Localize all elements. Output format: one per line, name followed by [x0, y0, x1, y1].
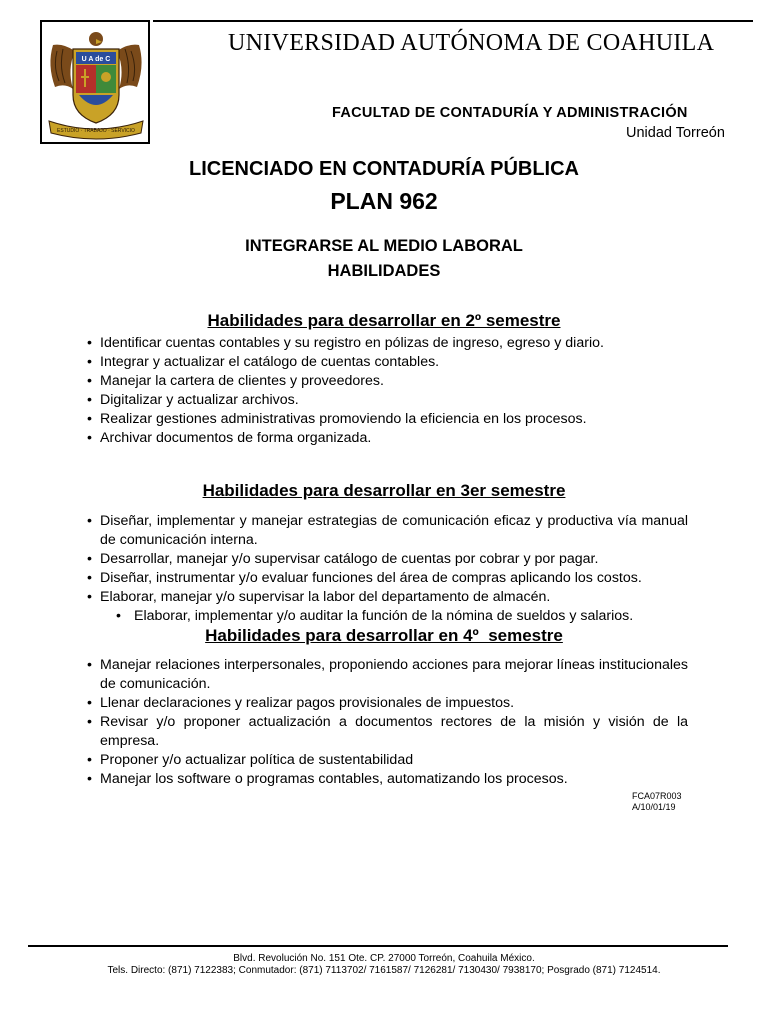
list-item	[84, 353, 688, 372]
list-item	[84, 694, 688, 713]
list-item-text: Diseñar, implementar y manejar estrategias de comunicación eficaz y productiva vía manual de comunicación interna.	[100, 513, 688, 548]
list-item-text: Archivar documentos de forma organizada.	[100, 430, 372, 446]
degree-title: LICENCIADO EN CONTADURÍA PÚBLICA	[189, 158, 579, 180]
bullet-icon: •	[116, 608, 121, 624]
document-code	[632, 791, 682, 813]
list-item	[84, 569, 688, 588]
header-divider	[153, 20, 753, 22]
list-item	[84, 607, 688, 626]
footer-address: Blvd. Revolución No. 151 Ote. CP. 27000 Torreón, Coahuila México.	[233, 953, 535, 964]
bullet-icon: •	[87, 771, 92, 787]
section-title-3rd-semester: Habilidades para desarrollar en 3er semestre	[202, 481, 566, 500]
skills-list-3rd-semester	[84, 512, 688, 626]
university-seal	[40, 20, 150, 144]
list-item	[84, 588, 688, 607]
section-title-2nd-semester: Habilidades para desarrollar en 2º semestre	[207, 311, 561, 330]
list-item-text: Manejar relaciones interpersonales, proponiendo acciones para mejorar líneas institucionales de comunicación.	[100, 657, 688, 692]
list-item-text: Desarrollar, manejar y/o supervisar catálogo de cuentas por cobrar y por pagar.	[100, 551, 599, 567]
list-item-text: Proponer y/o actualizar política de sustentabilidad	[100, 752, 414, 768]
seal-title-text: U A de C	[81, 56, 111, 63]
list-item	[84, 512, 688, 550]
section-title-4th-semester: Habilidades para desarrollar en 4º semestre	[205, 626, 563, 645]
list-item	[84, 372, 688, 391]
bullet-icon: •	[87, 752, 92, 768]
bullet-icon: •	[87, 513, 92, 529]
list-item-text: Identificar cuentas contables y su registro en pólizas de ingreso, egreso y diario.	[100, 335, 604, 351]
list-item	[84, 751, 688, 770]
university-name: UNIVERSIDAD AUTÓNOMA DE COAHUILA	[228, 30, 715, 56]
list-item-text: Digitalizar y actualizar archivos.	[100, 392, 299, 408]
list-item	[84, 334, 688, 353]
list-item-text: Manejar los software o programas contables, automatizando los procesos.	[100, 771, 568, 787]
list-item	[84, 656, 688, 694]
list-item-text: Revisar y/o proponer actualización a documentos rectores de la misión y visión de la empresa.	[100, 714, 688, 749]
bullet-icon: •	[87, 570, 92, 586]
skills-heading: HABILIDADES	[327, 262, 441, 280]
bullet-icon: •	[87, 411, 92, 427]
list-item-text: Realizar gestiones administrativas promoviendo la eficiencia en los procesos.	[100, 411, 587, 427]
document-code-revision: A/10/01/19	[632, 802, 676, 812]
footer-divider	[28, 945, 728, 947]
bullet-icon: •	[87, 589, 92, 605]
campus-name: Unidad Torreón	[626, 125, 725, 141]
bullet-icon: •	[87, 551, 92, 567]
list-item	[84, 429, 688, 448]
list-item-text: Elaborar, implementar y/o auditar la función de la nómina de sueldos y salarios.	[134, 608, 634, 624]
bullet-icon: •	[87, 354, 92, 370]
seal-motto-text: ESTUDIO · TRABAJO · SERVICIO	[57, 128, 135, 134]
list-item	[84, 770, 688, 789]
bullet-icon: •	[87, 430, 92, 446]
list-item	[84, 391, 688, 410]
faculty-name: FACULTAD DE CONTADURÍA Y ADMINISTRACIÓN	[332, 105, 688, 121]
bullet-icon: •	[87, 335, 92, 351]
list-item-text: Manejar la cartera de clientes y proveedores.	[100, 373, 384, 389]
bullet-icon: •	[87, 392, 92, 408]
list-item	[84, 410, 688, 429]
eagle-seal-icon	[45, 25, 147, 141]
bullet-icon: •	[87, 695, 92, 711]
list-item-text: Llenar declaraciones y realizar pagos provisionales de impuestos.	[100, 695, 515, 711]
subject-title: INTEGRARSE AL MEDIO LABORAL	[245, 237, 523, 255]
list-item-text: Elaborar, manejar y/o supervisar la labor del departamento de almacén.	[100, 589, 551, 605]
list-item	[84, 550, 688, 569]
list-item-text: Diseñar, instrumentar y/o evaluar funciones del área de compras aplicando los costos.	[100, 570, 642, 586]
skills-list-4th-semester	[84, 656, 688, 789]
skills-list-2nd-semester	[84, 334, 688, 448]
bullet-icon: •	[87, 657, 92, 673]
bullet-icon: •	[87, 373, 92, 389]
document-code-id: FCA07R003	[632, 791, 682, 801]
footer-phones: Tels. Directo: (871) 7122383; Conmutador: (871) 7113702/ 7161587/ 7126281/ 7130430/ 7938170; Posgrado (871) 7124514.	[107, 965, 661, 976]
list-item-text: Integrar y actualizar el catálogo de cuentas contables.	[100, 354, 440, 370]
list-item	[84, 713, 688, 751]
bullet-icon: •	[87, 714, 92, 730]
plan-title: PLAN 962	[330, 188, 438, 214]
